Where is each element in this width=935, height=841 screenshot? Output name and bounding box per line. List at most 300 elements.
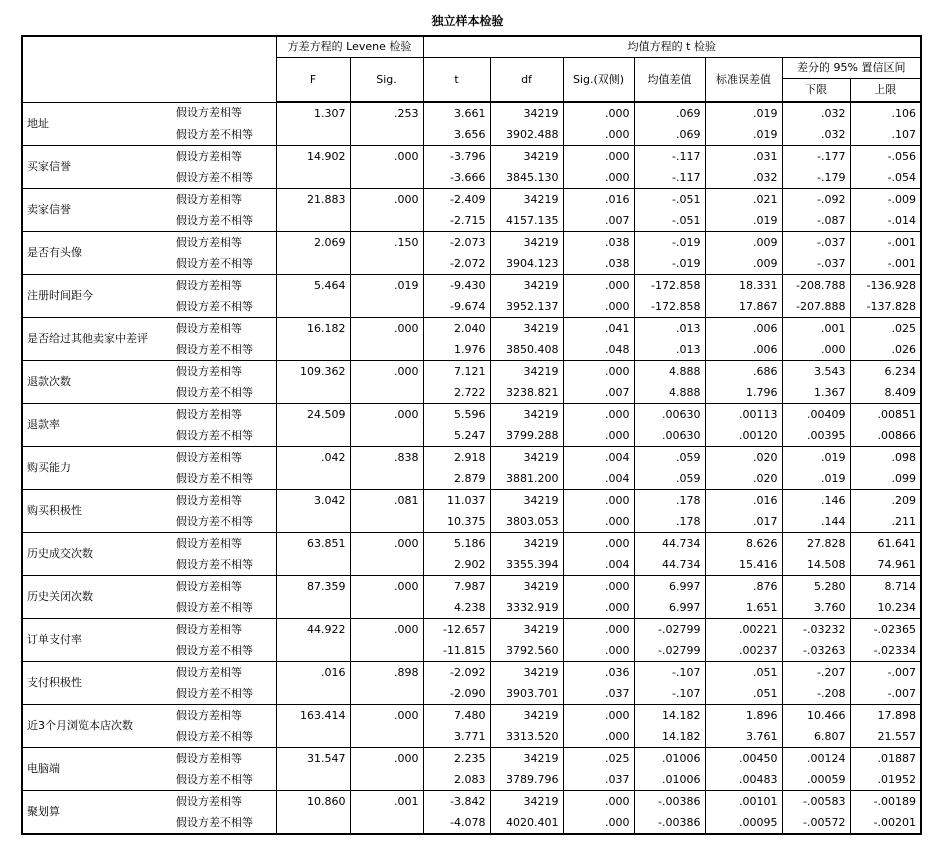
sig-two-tailed: .037: [563, 683, 634, 705]
variable-name: 是否有头像: [22, 232, 172, 275]
ci-lower: .146: [782, 490, 850, 512]
levene-sig: .000: [350, 748, 423, 770]
f-value: 1.307: [276, 102, 350, 124]
assumption-label: 假设方差相等: [176, 751, 242, 765]
f-value: 63.851: [276, 533, 350, 555]
sig-two-tailed: .038: [563, 253, 634, 275]
t-value: 3.656: [423, 124, 490, 146]
ci-lower: -.037: [782, 253, 850, 275]
assumption-label: 假设方差相等: [176, 622, 242, 636]
sig-two-tailed: .000: [563, 425, 634, 447]
levene-sig-empty: [350, 425, 423, 447]
variable-name: 买家信誉: [22, 146, 172, 189]
ci-upper: -.001: [850, 253, 921, 275]
mean-diff: 4.888: [634, 382, 705, 404]
t-value: 2.235: [423, 748, 490, 770]
assumption-label: 假设方差相等: [176, 536, 242, 550]
t-value: 5.247: [423, 425, 490, 447]
df-value: 34219: [490, 232, 563, 254]
assumption-label: 假设方差相等: [176, 665, 242, 679]
mean-diff: 44.734: [634, 533, 705, 555]
table-row: [22, 662, 921, 684]
levene-sig: .898: [350, 662, 423, 684]
table-row: [22, 533, 921, 555]
levene-sig: .150: [350, 232, 423, 254]
sig-two-tailed: .000: [563, 490, 634, 512]
ci-lower: .000: [782, 339, 850, 361]
col-header-upper: 上限: [850, 79, 921, 103]
ci-upper: .026: [850, 339, 921, 361]
ci-upper: 6.234: [850, 361, 921, 383]
levene-sig-empty: [350, 554, 423, 576]
assumption-label: 假设方差不相等: [172, 253, 276, 275]
df-value: 34219: [490, 361, 563, 383]
variable-name: 历史成交次数: [22, 533, 172, 576]
f-value: 87.359: [276, 576, 350, 598]
ci-upper: -.007: [850, 662, 921, 684]
ci-lower: 27.828: [782, 533, 850, 555]
ci-lower: 1.367: [782, 382, 850, 404]
sig-two-tailed: .000: [563, 812, 634, 834]
levene-sig-empty: [350, 597, 423, 619]
ci-lower: 10.466: [782, 705, 850, 727]
df-value: 3952.137: [490, 296, 563, 318]
std-error: .00113: [705, 404, 782, 426]
sig-two-tailed: .000: [563, 361, 634, 383]
ci-upper: -.056: [850, 146, 921, 168]
assumption-label: 假设方差相等: [176, 708, 242, 722]
t-value: 5.186: [423, 533, 490, 555]
levene-sig-empty: [350, 683, 423, 705]
f-value-empty: [276, 640, 350, 662]
ci-lower: -.207: [782, 662, 850, 684]
mean-diff: .013: [634, 339, 705, 361]
std-error: 3.761: [705, 726, 782, 748]
assumption-label: 假设方差相等: [176, 106, 242, 120]
ci-lower: -208.788: [782, 275, 850, 297]
table-row: [22, 748, 921, 770]
f-value: 44.922: [276, 619, 350, 641]
assumption-label: 假设方差相等: [176, 579, 242, 593]
levene-sig-empty: [350, 253, 423, 275]
levene-sig: .000: [350, 576, 423, 598]
sig-two-tailed: .000: [563, 404, 634, 426]
df-value: 3902.488: [490, 124, 563, 146]
assumption-label: 假设方差不相等: [172, 726, 276, 748]
levene-sig: .838: [350, 447, 423, 469]
t-value: 2.083: [423, 769, 490, 791]
t-value: -9.674: [423, 296, 490, 318]
table-row: [22, 576, 921, 598]
ci-upper: .00851: [850, 404, 921, 426]
ci-lower: -.00572: [782, 812, 850, 834]
t-value: -2.092: [423, 662, 490, 684]
t-value: -2.073: [423, 232, 490, 254]
f-value: 5.464: [276, 275, 350, 297]
std-error: .00483: [705, 769, 782, 791]
sig-two-tailed: .000: [563, 511, 634, 533]
variable-name: 购买能力: [22, 447, 172, 490]
sig-two-tailed: .000: [563, 102, 634, 124]
f-value: .042: [276, 447, 350, 469]
std-error: 17.867: [705, 296, 782, 318]
stub-header: [22, 36, 276, 102]
t-value: 5.596: [423, 404, 490, 426]
ci-lower: 3.543: [782, 361, 850, 383]
levene-sig-empty: [350, 812, 423, 834]
ci-lower: -.092: [782, 189, 850, 211]
ci-lower: -.03263: [782, 640, 850, 662]
df-value: 3903.701: [490, 683, 563, 705]
sig-two-tailed: .041: [563, 318, 634, 340]
ci-upper: .098: [850, 447, 921, 469]
mean-diff: 44.734: [634, 554, 705, 576]
ci-lower: .001: [782, 318, 850, 340]
t-value: -2.715: [423, 210, 490, 232]
mean-diff: -.019: [634, 253, 705, 275]
t-value: 7.480: [423, 705, 490, 727]
sig-two-tailed: .004: [563, 447, 634, 469]
assumption-label: 假设方差相等: [176, 794, 242, 808]
assumption-label: 假设方差不相等: [172, 425, 276, 447]
ci-upper: -.02365: [850, 619, 921, 641]
df-value: 34219: [490, 533, 563, 555]
assumption-label: 假设方差相等: [176, 192, 242, 206]
ci-lower: -.037: [782, 232, 850, 254]
df-value: 34219: [490, 318, 563, 340]
t-value: 10.375: [423, 511, 490, 533]
ci-upper: -137.828: [850, 296, 921, 318]
ci-lower: .144: [782, 511, 850, 533]
t-value: 2.040: [423, 318, 490, 340]
levene-header: 方差方程的 Levene 检验: [276, 36, 423, 58]
std-error: .016: [705, 490, 782, 512]
t-value: -9.430: [423, 275, 490, 297]
ci-upper: 17.898: [850, 705, 921, 727]
df-value: 34219: [490, 146, 563, 168]
levene-sig: .000: [350, 619, 423, 641]
sig-two-tailed: .000: [563, 296, 634, 318]
levene-sig-empty: [350, 167, 423, 189]
mean-diff: -172.858: [634, 296, 705, 318]
ci-header: 差分的 95% 置信区间: [782, 58, 921, 79]
ci-lower: 5.280: [782, 576, 850, 598]
t-value: -12.657: [423, 619, 490, 641]
std-error: .00221: [705, 619, 782, 641]
mean-diff: 14.182: [634, 705, 705, 727]
f-value: 109.362: [276, 361, 350, 383]
f-value: 2.069: [276, 232, 350, 254]
sig-two-tailed: .048: [563, 339, 634, 361]
assumption-label: 假设方差不相等: [172, 296, 276, 318]
sig-two-tailed: .004: [563, 554, 634, 576]
t-value: 2.722: [423, 382, 490, 404]
std-error: .876: [705, 576, 782, 598]
assumption-label: 假设方差不相等: [172, 511, 276, 533]
ci-lower: .019: [782, 447, 850, 469]
f-value-empty: [276, 554, 350, 576]
col-header-sig-two-tailed: Sig.(双侧): [563, 58, 634, 103]
df-value: 34219: [490, 576, 563, 598]
levene-sig-empty: [350, 296, 423, 318]
levene-sig-empty: [350, 124, 423, 146]
df-value: 34219: [490, 791, 563, 813]
mean-diff: .069: [634, 124, 705, 146]
variable-name: 购买积极性: [22, 490, 172, 533]
variable-name: 地址: [22, 102, 172, 146]
std-error: .032: [705, 167, 782, 189]
levene-sig: .001: [350, 791, 423, 813]
std-error: .00095: [705, 812, 782, 834]
levene-sig: .000: [350, 404, 423, 426]
t-value: -2.090: [423, 683, 490, 705]
df-value: 34219: [490, 275, 563, 297]
df-value: 34219: [490, 404, 563, 426]
f-value: 16.182: [276, 318, 350, 340]
table-row: [22, 318, 921, 340]
variable-name: 历史关闭次数: [22, 576, 172, 619]
f-value-empty: [276, 769, 350, 791]
mean-diff: 6.997: [634, 597, 705, 619]
levene-sig: .019: [350, 275, 423, 297]
f-value-empty: [276, 683, 350, 705]
ci-upper: -.00201: [850, 812, 921, 834]
variable-name: 是否给过其他卖家中差评: [22, 318, 172, 361]
mean-diff: .059: [634, 447, 705, 469]
levene-sig: .000: [350, 361, 423, 383]
df-value: 3845.130: [490, 167, 563, 189]
f-value: 24.509: [276, 404, 350, 426]
t-value: 4.238: [423, 597, 490, 619]
levene-sig-empty: [350, 382, 423, 404]
std-error: 1.651: [705, 597, 782, 619]
assumption-label: 假设方差相等: [176, 278, 242, 292]
mean-diff: -.051: [634, 210, 705, 232]
ci-lower: 6.807: [782, 726, 850, 748]
df-value: 34219: [490, 189, 563, 211]
std-error: .009: [705, 253, 782, 275]
t-value: 3.661: [423, 102, 490, 124]
ci-upper: .01887: [850, 748, 921, 770]
ci-upper: -.02334: [850, 640, 921, 662]
col-header-std-error: 标准误差值: [705, 58, 782, 103]
levene-sig-empty: [350, 468, 423, 490]
f-value-empty: [276, 167, 350, 189]
f-value-empty: [276, 253, 350, 275]
df-value: 34219: [490, 490, 563, 512]
mean-diff: -.00386: [634, 791, 705, 813]
assumption-label: 假设方差相等: [176, 493, 242, 507]
mean-diff: -.02799: [634, 619, 705, 641]
table-row: [22, 361, 921, 383]
ci-lower: -.087: [782, 210, 850, 232]
df-value: 4020.401: [490, 812, 563, 834]
ci-upper: .209: [850, 490, 921, 512]
mean-diff: -.00386: [634, 812, 705, 834]
f-value: 21.883: [276, 189, 350, 211]
ci-lower: -.00583: [782, 791, 850, 813]
std-error: .006: [705, 318, 782, 340]
table-row: [22, 275, 921, 297]
std-error: 18.331: [705, 275, 782, 297]
std-error: .019: [705, 124, 782, 146]
mean-diff: -.051: [634, 189, 705, 211]
variable-name: 支付积极性: [22, 662, 172, 705]
f-value-empty: [276, 210, 350, 232]
t-value: 1.976: [423, 339, 490, 361]
col-header-mean-diff: 均值差值: [634, 58, 705, 103]
sig-two-tailed: .000: [563, 275, 634, 297]
levene-sig-empty: [350, 769, 423, 791]
std-error: .00101: [705, 791, 782, 813]
sig-two-tailed: .004: [563, 468, 634, 490]
df-value: 34219: [490, 447, 563, 469]
assumption-label: 假设方差相等: [176, 450, 242, 464]
t-value: -3.796: [423, 146, 490, 168]
assumption-label: 假设方差相等: [176, 407, 242, 421]
df-value: 3238.821: [490, 382, 563, 404]
df-value: 34219: [490, 102, 563, 124]
f-value-empty: [276, 468, 350, 490]
t-value: -3.666: [423, 167, 490, 189]
df-value: 3803.053: [490, 511, 563, 533]
assumption-label: 假设方差不相等: [172, 382, 276, 404]
sig-two-tailed: .000: [563, 597, 634, 619]
ci-lower: -.179: [782, 167, 850, 189]
levene-sig-empty: [350, 640, 423, 662]
ci-upper: -.00189: [850, 791, 921, 813]
df-value: 34219: [490, 705, 563, 727]
t-value: 7.121: [423, 361, 490, 383]
mean-diff: -.117: [634, 146, 705, 168]
std-error: 8.626: [705, 533, 782, 555]
independent-samples-test-table: [21, 35, 922, 835]
std-error: .019: [705, 102, 782, 124]
sig-two-tailed: .000: [563, 791, 634, 813]
variable-name: 订单支付率: [22, 619, 172, 662]
sig-two-tailed: .000: [563, 576, 634, 598]
f-value: 3.042: [276, 490, 350, 512]
df-value: 3792.560: [490, 640, 563, 662]
table-row: [22, 619, 921, 641]
levene-sig: .000: [350, 189, 423, 211]
sig-two-tailed: .038: [563, 232, 634, 254]
std-error: .00450: [705, 748, 782, 770]
f-value: 14.902: [276, 146, 350, 168]
variable-name: 退款率: [22, 404, 172, 447]
std-error: .009: [705, 232, 782, 254]
ci-upper: 8.714: [850, 576, 921, 598]
ci-upper: -.014: [850, 210, 921, 232]
sig-two-tailed: .000: [563, 167, 634, 189]
assumption-label: 假设方差不相等: [172, 468, 276, 490]
std-error: .051: [705, 662, 782, 684]
ci-upper: -.007: [850, 683, 921, 705]
std-error: .006: [705, 339, 782, 361]
table-row: [22, 404, 921, 426]
table-row: [22, 189, 921, 211]
df-value: 34219: [490, 748, 563, 770]
sig-two-tailed: .007: [563, 382, 634, 404]
df-value: 34219: [490, 619, 563, 641]
mean-diff: -.02799: [634, 640, 705, 662]
variable-name: 退款次数: [22, 361, 172, 404]
sig-two-tailed: .000: [563, 705, 634, 727]
mean-diff: .00630: [634, 425, 705, 447]
t-value: 7.987: [423, 576, 490, 598]
assumption-label: 假设方差不相等: [176, 815, 253, 829]
table-title: 独立样本检验: [431, 14, 504, 28]
mean-diff: .01006: [634, 769, 705, 791]
std-error: .017: [705, 511, 782, 533]
mean-diff: -.107: [634, 683, 705, 705]
col-header-sig: Sig.: [350, 58, 423, 103]
std-error: .019: [705, 210, 782, 232]
assumption-label: 假设方差不相等: [172, 597, 276, 619]
levene-sig-empty: [350, 339, 423, 361]
t-value: 2.918: [423, 447, 490, 469]
col-header-t: t: [423, 58, 490, 103]
ci-upper: 74.961: [850, 554, 921, 576]
ci-upper: .099: [850, 468, 921, 490]
t-value: -4.078: [423, 812, 490, 834]
mean-diff: .059: [634, 468, 705, 490]
assumption-label: 假设方差不相等: [172, 210, 276, 232]
std-error: 1.796: [705, 382, 782, 404]
levene-sig: .253: [350, 102, 423, 124]
mean-diff: .013: [634, 318, 705, 340]
df-value: 3313.520: [490, 726, 563, 748]
mean-diff: .069: [634, 102, 705, 124]
mean-diff: 14.182: [634, 726, 705, 748]
std-error: 1.896: [705, 705, 782, 727]
sig-two-tailed: .036: [563, 662, 634, 684]
mean-diff: .01006: [634, 748, 705, 770]
levene-sig: .000: [350, 318, 423, 340]
f-value-empty: [276, 382, 350, 404]
sig-two-tailed: .000: [563, 533, 634, 555]
ci-upper: .025: [850, 318, 921, 340]
f-value-empty: [276, 296, 350, 318]
assumption-label: 假设方差不相等: [172, 167, 276, 189]
std-error: .021: [705, 189, 782, 211]
assumption-label: 假设方差不相等: [172, 640, 276, 662]
f-value: .016: [276, 662, 350, 684]
ci-upper: 8.409: [850, 382, 921, 404]
assumption-label: 假设方差相等: [176, 149, 242, 163]
ci-upper: .106: [850, 102, 921, 124]
assumption-label: 假设方差不相等: [172, 769, 276, 791]
t-value: 11.037: [423, 490, 490, 512]
t-value: 3.771: [423, 726, 490, 748]
df-value: 3332.919: [490, 597, 563, 619]
levene-sig-empty: [350, 511, 423, 533]
std-error: .051: [705, 683, 782, 705]
table-row: [22, 791, 921, 813]
ci-upper: -.001: [850, 232, 921, 254]
ci-upper: .00866: [850, 425, 921, 447]
ci-upper: 10.234: [850, 597, 921, 619]
ci-lower: .032: [782, 102, 850, 124]
sig-two-tailed: .000: [563, 726, 634, 748]
levene-sig: .000: [350, 146, 423, 168]
mean-diff: -.107: [634, 662, 705, 684]
ci-lower: .032: [782, 124, 850, 146]
variable-name: 卖家信誉: [22, 189, 172, 232]
t-value: -3.842: [423, 791, 490, 813]
f-value: 10.860: [276, 791, 350, 813]
ci-upper: 61.641: [850, 533, 921, 555]
